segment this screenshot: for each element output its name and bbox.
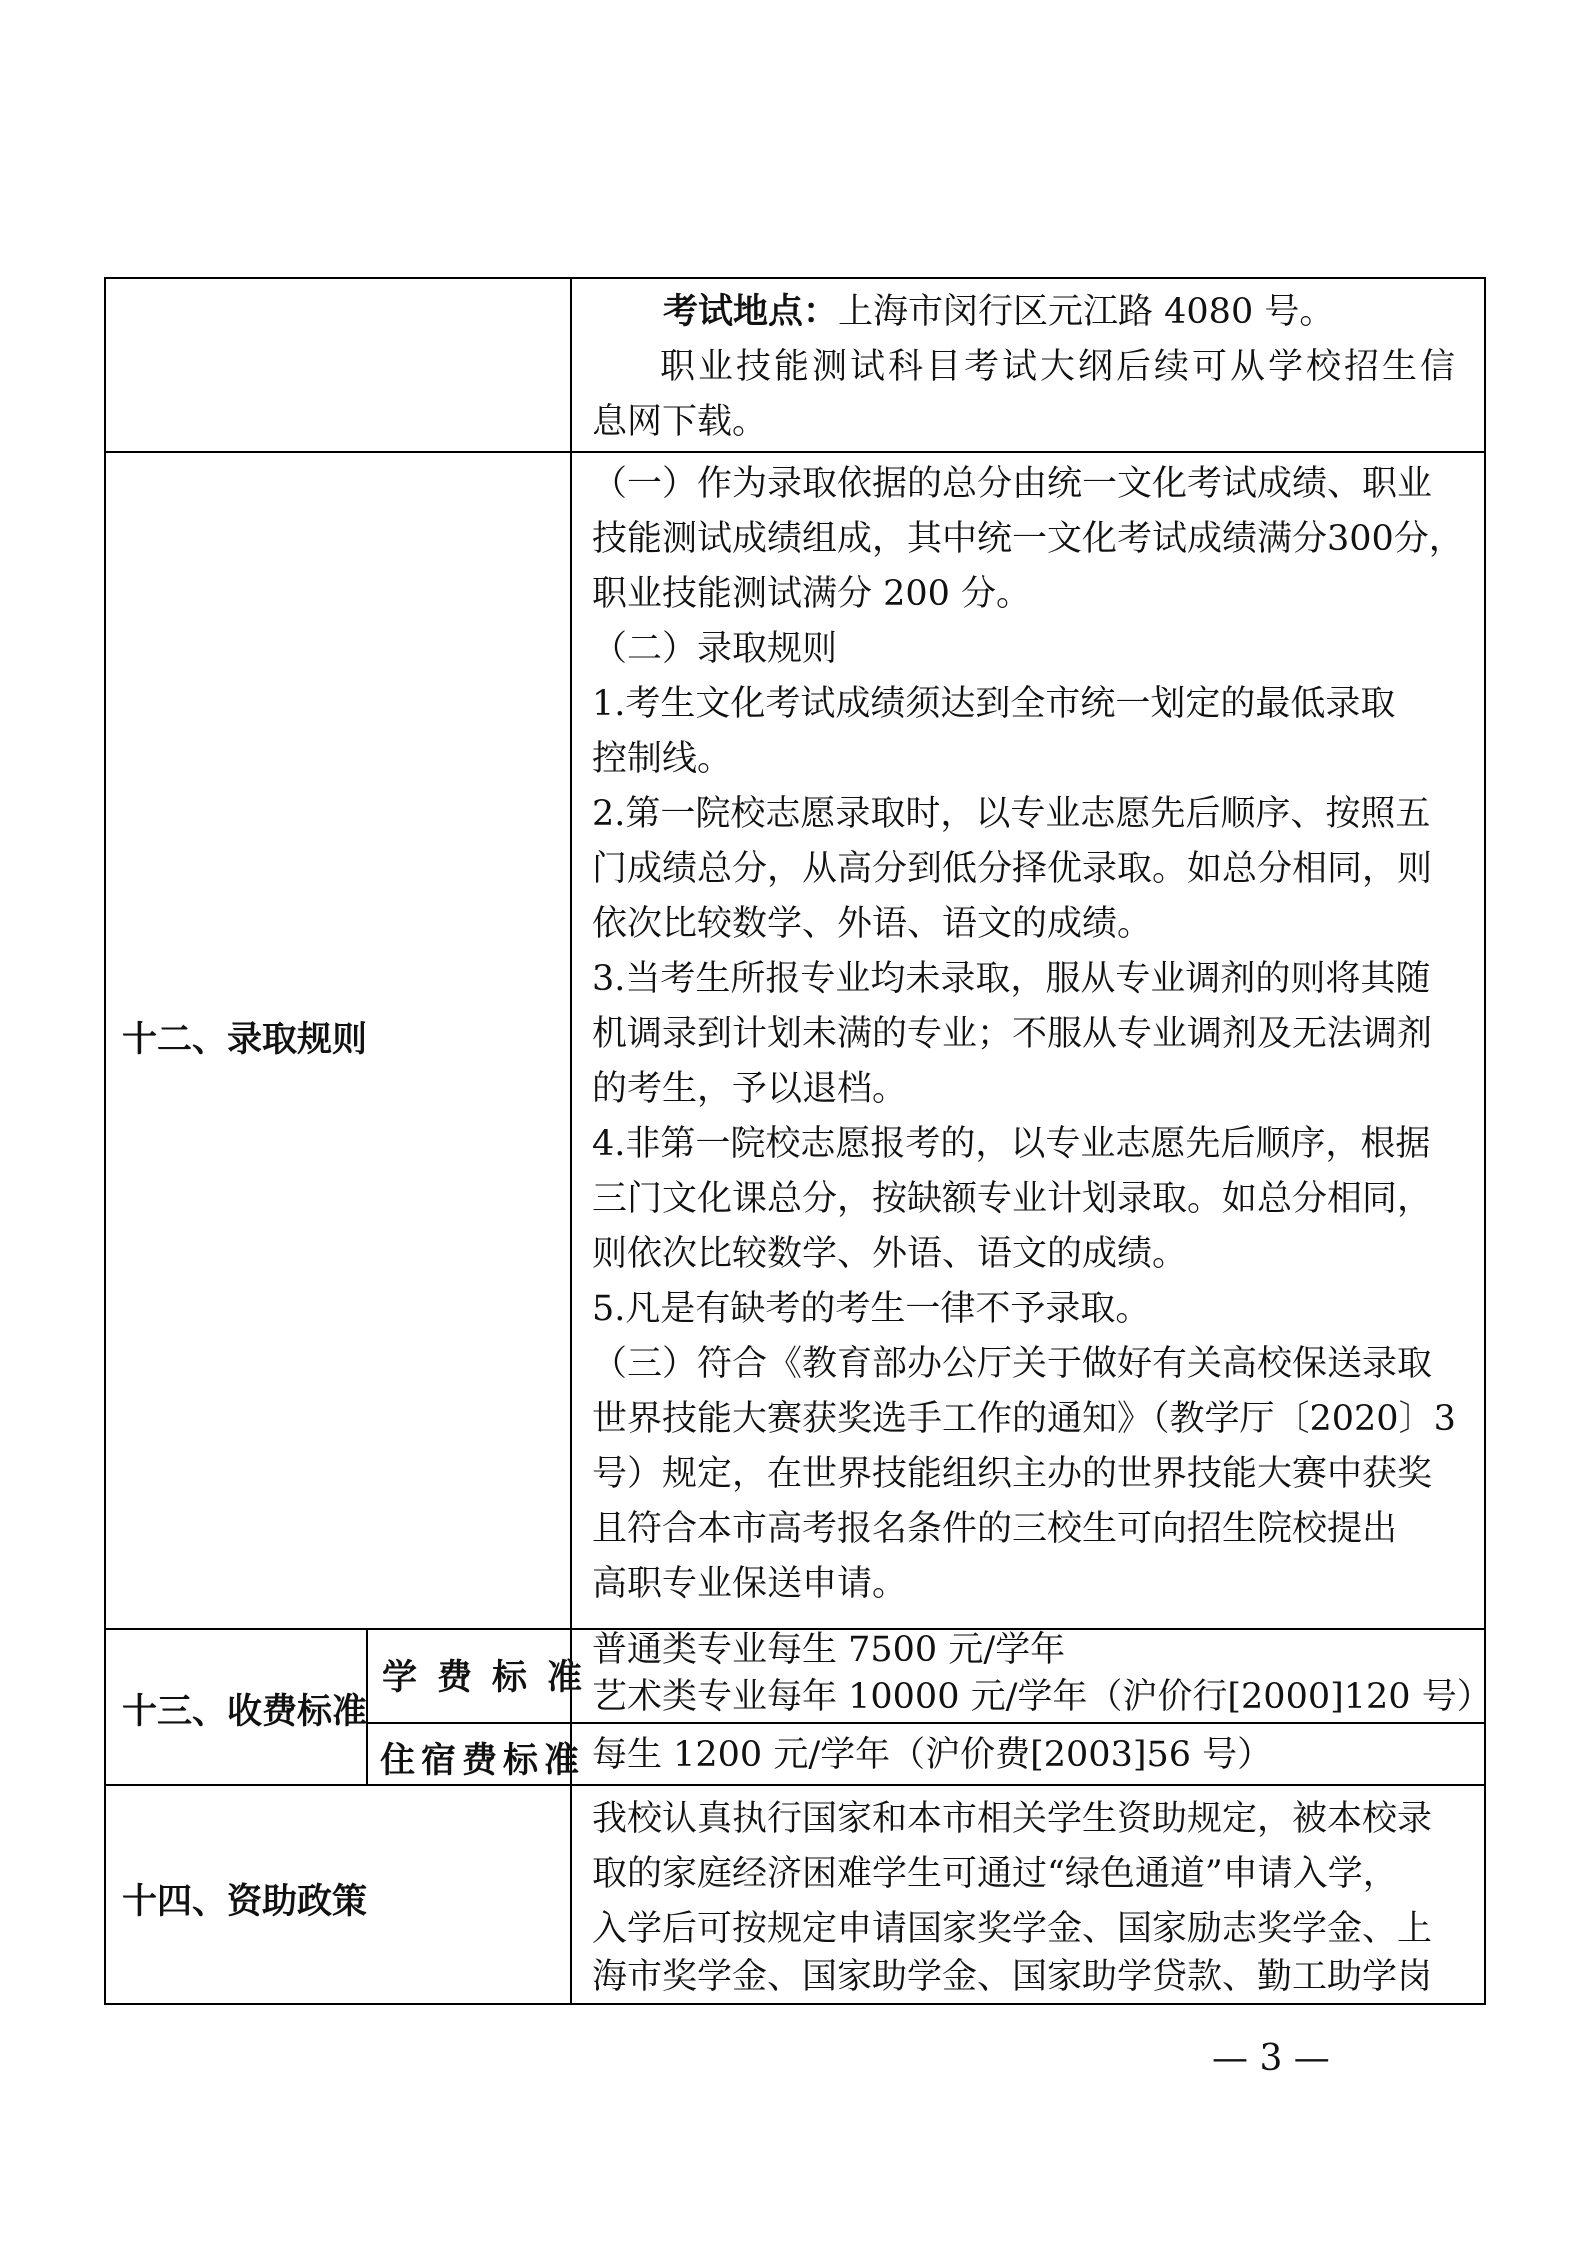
exam-location-line (663, 285, 1334, 340)
r12-line: （三）符合《教育部办公厅关于做好有关高校保送录取 (592, 1344, 1433, 1384)
r12-line: 依次比较数学、外语、语文的成绩。 (592, 904, 1153, 944)
table-right-border (1484, 277, 1486, 2005)
r12-line: 技能测试成绩组成，其中统一文化考试成绩满分300分， (592, 519, 1464, 559)
row-label-admission-rules: 十二、录取规则 (122, 1020, 368, 1060)
r12-line: 三门文化课总分，按缺额专业计划录取。如总分相同， (592, 1179, 1433, 1219)
r11-line: 息网下载。 (592, 402, 768, 442)
lodging-fee-text: 每生 1200 元/学年（沪价费[2003]56 号） (592, 1735, 1273, 1775)
exam-location-value: 上海市闵行区元江路 4080 号。 (838, 292, 1335, 332)
r12-line: 的考生，予以退档。 (592, 1069, 908, 1109)
r12-line: 世界技能大赛获奖选手工作的通知》（教学厅〔2020〕3 (592, 1399, 1456, 1439)
row-label-fee-standards: 十三、收费标准 (122, 1692, 368, 1732)
r12-line: 高职专业保送申请。 (592, 1564, 908, 1604)
r14-line: 我校认真执行国家和本市相关学生资助规定，被本校录 (592, 1799, 1433, 1839)
r12-line: 且符合本市高考报名条件的三校生可向招生院校提出 (592, 1509, 1398, 1549)
r12-line: 控制线。 (592, 739, 733, 779)
r12-line: 职业技能测试满分 200 分。 (592, 574, 1032, 614)
r12-line: 4.非第一院校志愿报考的，以专业志愿先后顺序，根据 (592, 1124, 1431, 1164)
tuition-line: 普通类专业每生 7500 元/学年 (592, 1630, 1066, 1670)
r12-line: 1.考生文化考试成绩须达到全市统一划定的最低录取 (592, 684, 1396, 724)
row-label-financial-aid: 十四、资助政策 (122, 1882, 368, 1922)
r12-line: 机调录到计划未满的专业；不服从专业调剂及无法调剂 (592, 1014, 1433, 1054)
exam-location-label: 考试地点： (663, 292, 839, 332)
page-number: — 3 — (1212, 2038, 1330, 2079)
r14-line: 入学后可按规定申请国家奖学金、国家励志奖学金、上 (592, 1909, 1433, 1949)
lodging-label: 住宿费标准 (380, 1741, 586, 1781)
r12-line: 则依次比较数学、外语、语文的成绩。 (592, 1234, 1188, 1274)
r12-line: （二）录取规则 (592, 629, 838, 669)
row-divider (104, 1784, 1486, 1786)
r12-line: 号）规定，在世界技能组织主办的世界技能大赛中获奖 (592, 1454, 1433, 1494)
r12-line: （一）作为录取依据的总分由统一文化考试成绩、职业 (592, 464, 1433, 504)
table-top-border (104, 277, 1486, 279)
row-divider-sub (366, 1722, 1486, 1724)
tuition-label: 学费标准 (382, 1658, 603, 1698)
r12-line: 2.第一院校志愿录取时，以专业志愿先后顺序、按照五 (592, 794, 1431, 834)
r12-line: 门成绩总分，从高分到低分择优录取。如总分相同，则 (592, 849, 1433, 889)
r12-line: 3.当考生所报专业均未录取，服从专业调剂的则将其随 (592, 959, 1431, 999)
table-left-border (104, 277, 106, 2005)
r11-line: 职业技能测试科目考试大纲后续可从学校招生信 (660, 347, 1459, 387)
tuition-line: 艺术类专业每年 10000 元/学年（沪价行[2000]120 号） (592, 1677, 1492, 1717)
r14-line: 海市奖学金、国家助学金、国家助学贷款、勤工助学岗 (592, 1957, 1433, 1997)
row-divider (104, 451, 1486, 453)
r12-line: 5.凡是有缺考的考生一律不予录取。 (592, 1289, 1151, 1329)
r14-line: 取的家庭经济困难学生可通过“绿色通道”申请入学， (592, 1854, 1398, 1894)
